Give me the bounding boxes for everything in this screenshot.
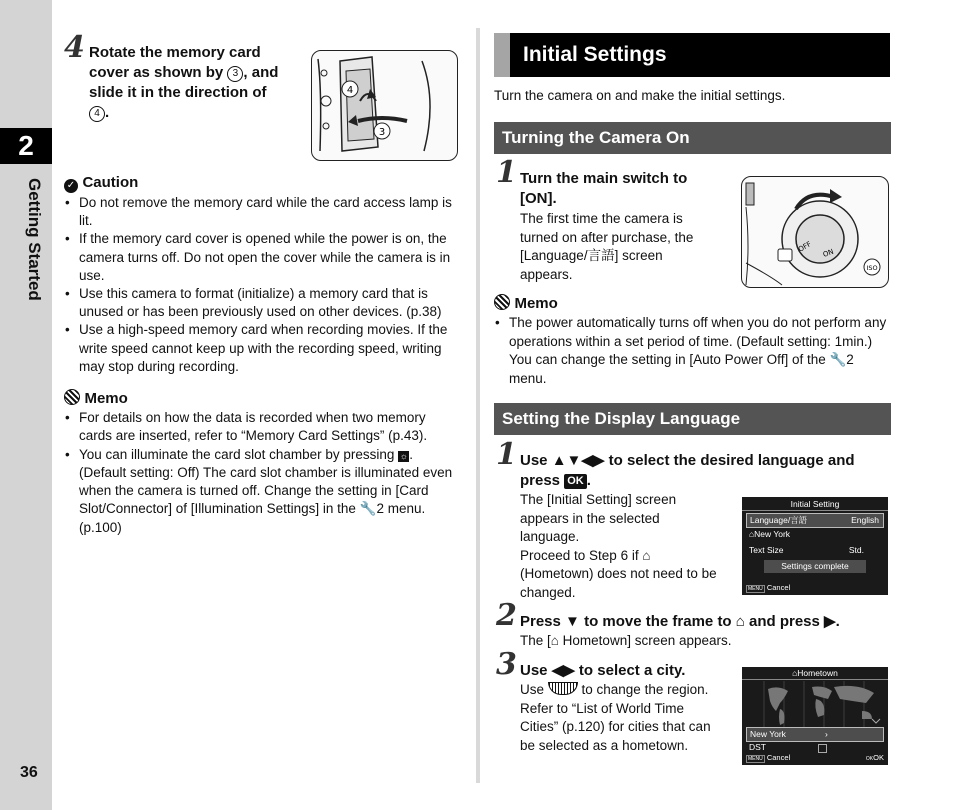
home-icon: ⌂ bbox=[642, 547, 651, 563]
step-2-body: The [⌂ Hometown] screen appears. bbox=[520, 633, 732, 648]
step-3-body: Use to change the region. Refer to “List of World Time Cities” (p.120) for cities that can be selected as a hometown. bbox=[520, 682, 711, 753]
step-1-instruction: Turn the main switch to [ON]. bbox=[520, 170, 688, 207]
step-4-instruction: Rotate the memory card cover as shown by 3 , and slide it in the direction of 4 . bbox=[89, 44, 279, 121]
list-item: • If the memory card cover is opened while the power is on, the camera turns off. Do not open the cover while the camera is in use. bbox=[64, 230, 462, 285]
home-icon: ⌂ bbox=[735, 613, 745, 630]
chapter-title: Getting Started bbox=[25, 178, 44, 301]
step-3-instruction: Use ◀▶ to select a city. bbox=[520, 662, 686, 679]
memo-icon bbox=[494, 294, 510, 310]
home-icon: ⌂ bbox=[749, 529, 755, 539]
svg-text:OFF: OFF bbox=[797, 240, 813, 254]
wrench-icon: 🔧 bbox=[829, 352, 847, 367]
chapter-sidebar bbox=[0, 0, 52, 810]
screen-title: ⌂Hometown bbox=[792, 668, 838, 678]
page-title: Initial Settings bbox=[523, 43, 667, 66]
right-arrow-icon: ▶ bbox=[824, 613, 836, 630]
wrench-icon: 🔧 bbox=[359, 501, 377, 517]
world-map bbox=[754, 681, 886, 727]
hometown-row: ⌂New York bbox=[749, 529, 791, 539]
main-switch-illustration bbox=[741, 176, 889, 288]
home-icon: ⌂ bbox=[550, 633, 559, 648]
step-2-instruction: Press ▼ to move the frame to ⌂ and press ▶. bbox=[520, 613, 840, 630]
svg-text:ON: ON bbox=[821, 247, 835, 259]
hometown-screen: ⌂Hometown New York › DST MENU Cancel OKOK bbox=[742, 667, 888, 765]
section-heading-display-language: Setting the Display Language bbox=[494, 403, 891, 435]
ok-key-icon: OK bbox=[865, 756, 874, 762]
step-4-number: 4 bbox=[64, 30, 85, 65]
svg-text:ISO: ISO bbox=[866, 264, 878, 272]
main-switch-drawing bbox=[742, 177, 888, 287]
chapter-number: 2 bbox=[0, 128, 52, 164]
memo-list-right bbox=[494, 314, 890, 388]
card-cover-drawing bbox=[312, 51, 457, 160]
step-1b-instruction: Use ▲▼◀▶ to select the desired language and press OK . bbox=[520, 452, 855, 489]
list-item: • Do not remove the memory card while the card access lamp is lit. bbox=[64, 194, 462, 230]
down-arrow-icon: ▼ bbox=[565, 613, 580, 630]
left-right-arrows-icon: ◀▶ bbox=[551, 662, 575, 679]
language-row: Language/言語 English bbox=[746, 513, 884, 528]
list-item: • Use this camera to format (initialize) a memory card that is unused or has been previously used on other devices. (p.38) bbox=[64, 285, 462, 321]
step-3-number: 3 bbox=[496, 647, 517, 682]
city-row: New York › bbox=[746, 727, 884, 742]
memo-heading: Memo bbox=[64, 389, 128, 408]
step-1-body: The first time the camera is turned on after purchase, the [Language/言語] screen appears. bbox=[520, 211, 694, 282]
list-item: • You can illuminate the card slot chamber by pressing ☼. (Default setting: Off) The card slot chamber is illuminated even when the camera is turned off. Change the setting in [Card Slot/Connector] of [Illumination Settings] in the 🔧2 menu. (p.100) bbox=[64, 446, 454, 537]
screen-title: Initial Setting bbox=[790, 499, 840, 509]
step-1b-body: The [Initial Setting] screen appears in the selected language. Proceed to Step 6 if ⌂ (Hometown) does not need to be changed. bbox=[520, 492, 717, 600]
svg-text:3: 3 bbox=[378, 127, 386, 138]
column-divider bbox=[476, 28, 480, 783]
dst-row: DST bbox=[746, 741, 884, 754]
step-2-number: 2 bbox=[496, 598, 517, 633]
ok-button-icon: OK bbox=[564, 474, 587, 489]
circle-3-marker: 3 bbox=[227, 66, 243, 82]
initial-setting-screen: Initial Setting Language/言語 English ⌂New York Text Size Std. Settings complete MENU Cancel bbox=[742, 497, 888, 595]
memo-list bbox=[64, 409, 454, 537]
list-item: • For details on how the data is recorded when two memory cards are inserted, refer to “Memory Card Settings” (p.43). bbox=[64, 409, 454, 446]
circle-4-marker: 4 bbox=[89, 106, 105, 122]
rear-dial-icon bbox=[548, 682, 578, 695]
menu-key-icon: MENU bbox=[748, 586, 763, 592]
svg-text:4: 4 bbox=[346, 85, 354, 96]
caution-heading: ✓ Caution bbox=[64, 174, 138, 193]
page-number: 36 bbox=[20, 764, 38, 781]
four-way-arrows-icon: ▲▼◀▶ bbox=[551, 452, 605, 469]
page-title-bar bbox=[494, 33, 890, 77]
menu-key-icon: MENU bbox=[748, 756, 763, 762]
list-item: • Use a high-speed memory card when recording movies. If the write speed cannot keep up with the recording speed, writing may stop during recording. bbox=[64, 321, 462, 376]
list-item: • The power automatically turns off when you do not perform any operations within a set period of time. (Default setting: 1min.) You can change the setting in [Auto Power Off] of the 🔧2 menu. bbox=[494, 314, 890, 388]
section-heading-camera-on: Turning the Camera On bbox=[494, 122, 891, 154]
text-size-row: Text Size Std. bbox=[749, 545, 864, 555]
intro-text: Turn the camera on and make the initial settings. bbox=[494, 88, 786, 103]
step-1b-number: 1 bbox=[496, 437, 517, 472]
caution-icon: ✓ bbox=[64, 179, 78, 193]
memo-heading-right: Memo bbox=[494, 294, 558, 313]
settings-complete-button: Settings complete bbox=[764, 560, 866, 573]
home-icon: ⌂ bbox=[792, 668, 798, 678]
caution-list bbox=[64, 194, 462, 376]
illumination-button-icon: ☼ bbox=[399, 450, 408, 461]
memo-icon bbox=[64, 389, 80, 405]
card-cover-illustration bbox=[311, 50, 458, 161]
step-1-number: 1 bbox=[496, 155, 517, 190]
